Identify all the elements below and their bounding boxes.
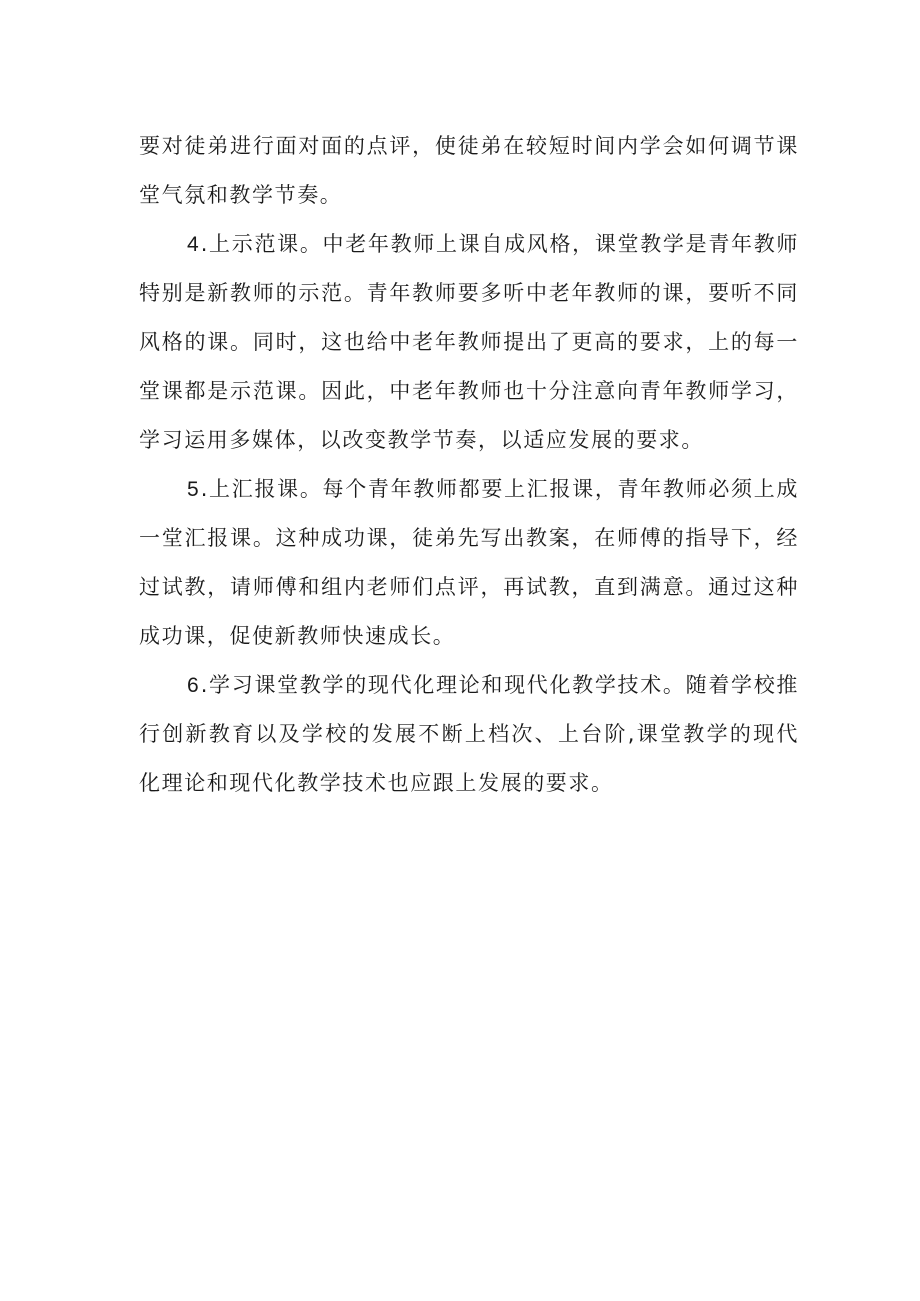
paragraph-number: 4 <box>187 233 199 256</box>
paragraph-continuation <box>139 122 799 220</box>
document-body <box>139 122 799 808</box>
paragraph-item-4 <box>139 220 799 465</box>
paragraph-text: .学习课堂教学的现代化理论和现代化教学技术。随着学校推行创新教育以及学校的发展不断上档次、上台阶,课堂教学的现代化理论和现代化教学技术也应跟上发展的要求。 <box>139 673 799 795</box>
paragraph-item-5 <box>139 465 799 661</box>
paragraph-item-6 <box>139 661 799 808</box>
paragraph-number: 6 <box>187 674 199 697</box>
paragraph-number: 5 <box>187 478 199 501</box>
paragraph-text: .上汇报课。每个青年教师都要上汇报课，青年教师必须上成一堂汇报课。这种成功课，徒弟先写出教案，在师傅的指导下，经过试教，请师傅和组内老师们点评，再试教，直到满意。通过这种成功课，促使新教师快速成长。 <box>139 477 799 648</box>
paragraph-text: 要对徒弟进行面对面的点评，使徒弟在较短时间内学会如何调节课堂气氛和教学节奏。 <box>139 134 799 207</box>
paragraph-text: .上示范课。中老年教师上课自成风格，课堂教学是青年教师特别是新教师的示范。青年教师要多听中老年教师的课，要听不同风格的课。同时，这也给中老年教师提出了更高的要求，上的每一堂课都是示范课。因此，中老年教师也十分注意向青年教师学习，学习运用多媒体，以改变教学节奏，以适应发展的要求。 <box>139 232 799 452</box>
